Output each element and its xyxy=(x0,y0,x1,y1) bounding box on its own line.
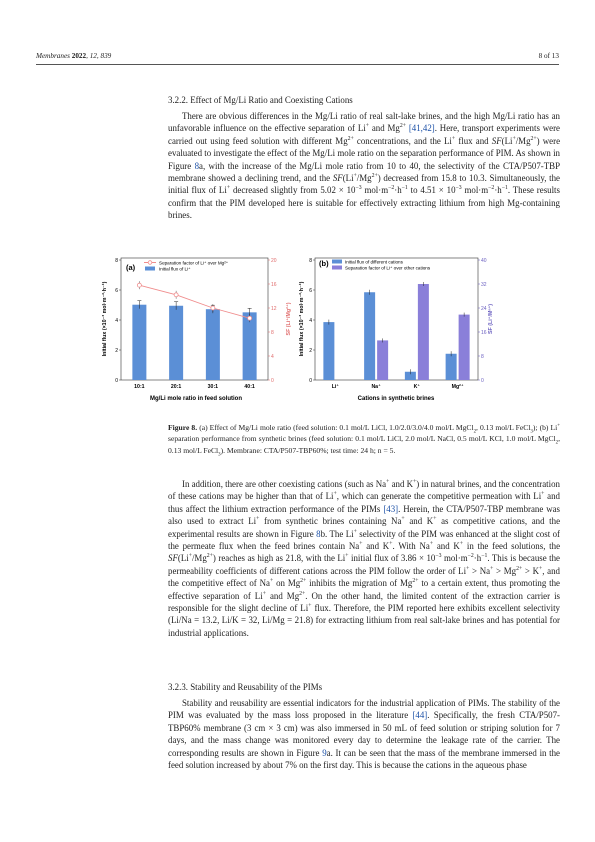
x-tick-label: Li⁺ xyxy=(331,384,340,390)
paragraph: Stability and reusability are essential indicators for the industrial application of PIMs. The stability of the PIM was evaluated by the mass loss proposed in the literature [44]. Specifically, the fresh CTA/P507-TBP60% membrane (3 cm × 3 cm) was also immersed in 50 mL of feed solution or striping solution for 7 days, and the mass change was monitored every day to determine the leakage rate of the carrier. The corresponding results are shown in Figure 9a. It can be seen that the mass of the membrane immersed in the feed solution increased by about 7% on the first day. This is because the cations in the aqueous phase xyxy=(168,698,561,771)
y2-axis-label-a: SF (Li⁺/Mg²⁺) xyxy=(286,302,292,336)
x-tick-label: Na⁺ xyxy=(371,384,381,390)
y-tick-label: 2 xyxy=(309,347,312,354)
y-tick-label: 4 xyxy=(115,317,118,324)
sf-bar xyxy=(377,340,388,380)
flux-bar xyxy=(446,354,457,380)
section-title: 3.2.3. Stability and Reusability of the PIMs xyxy=(168,682,323,692)
y2-tick-label: 16 xyxy=(271,281,277,288)
y2-tick-label: 40 xyxy=(481,257,487,264)
section-3-2-3 xyxy=(168,682,560,771)
flux-bar xyxy=(323,322,334,380)
panel-b-label: (b) xyxy=(319,259,329,268)
y2-tick-label: 8 xyxy=(481,353,484,360)
sf-point xyxy=(174,293,178,297)
y2-tick-label: 12 xyxy=(271,305,277,312)
y-axis-label-a: Initial flux (×10⁻³ mol·m⁻²·h⁻¹) xyxy=(102,281,108,357)
section-title: 3.2.2. Effect of Mg/Li Ratio and Coexisting Cations xyxy=(168,95,353,105)
y-tick-label: 8 xyxy=(309,257,312,264)
y2-tick-label: 0 xyxy=(271,377,274,384)
bar xyxy=(243,312,257,380)
y2-tick-label: 32 xyxy=(481,281,487,288)
y2-tick-label: 8 xyxy=(271,329,274,336)
paragraph: There are obvious differences in the Mg/Li ratio of real salt-lake brines, and the high Mg/Li ratio has an unfavorable influence on the effective separation of Li+ and $Mg^{2+}$ [41,42]. Here, transport experiments were carried out using feed solution with different $Mg^{2+}$ concentrations, and the Li+ flux and $SF(Li^+/Mg^{2+})$ were evaluated to investigate the effect of the Mg/Li mole ratio on the separation performance of PIM. As shown in Figure 8a, with the increase of the Mg/Li mole ratio from 10 to 40, the selectivity of the CTA/P507-TBP membrane showed a declining trend, and the $SF(Li^+/Mg^{2+})$ decreased from 15.8 to 10.3. Simultaneously, the initial flux of Li+ decreased slightly from $5.02 \times 10^{-3}$ $mol\cdot m^{-2}\cdot h^{-1}$ to $4.51 \times 10^{-3}$ $mol\cdot m^{-2}\cdot h^{-1}$. These results confirm that the PIM developed here is suitable for effectively extracting lithium from high Mg-containing brines. xyxy=(168,111,561,221)
y-tick-label: 2 xyxy=(115,347,118,354)
x-tick-label: 10:1 xyxy=(134,384,145,390)
paragraph-coexisting xyxy=(168,478,560,639)
y-axis-label-b: Initial flux (×10⁻³ mol·m⁻²·h⁻¹) xyxy=(299,281,305,357)
y2-tick-label: 0 xyxy=(481,377,484,384)
x-axis-label-b: Cations in synthetic brines xyxy=(357,396,435,402)
legend-bar2-b: Separation factor of Li⁺ over other cations xyxy=(345,265,431,271)
panel-b-chart xyxy=(299,258,494,402)
y2-tick-label: 20 xyxy=(271,257,277,264)
legend-bar-a: Initial flux of Li⁺ xyxy=(159,266,191,272)
y2-axis-label-b: SF (Li⁺/Mⁿ⁺) xyxy=(488,303,494,335)
sf-bar xyxy=(459,315,470,380)
y-tick-label: 4 xyxy=(309,317,312,324)
bar xyxy=(132,305,146,380)
x-tick-label: 20:1 xyxy=(170,384,182,390)
x-tick-label: 40:1 xyxy=(244,384,255,390)
panel-a-chart xyxy=(102,258,292,402)
section-3-2-2 xyxy=(168,95,560,222)
x-axis-label-a: Mg/Li mole ratio in feed solution xyxy=(149,396,243,402)
legend-line-a: Separation factor of Li⁺ over Mg²⁺ xyxy=(159,260,229,266)
x-tick-label: 30:1 xyxy=(207,384,219,390)
x-tick-label: Mg²⁺ xyxy=(451,384,464,390)
figure-8 xyxy=(100,256,495,406)
y-tick-label: 8 xyxy=(115,257,118,264)
bar xyxy=(169,306,183,380)
panel-a-label: (a) xyxy=(126,263,136,272)
y-tick-label: 6 xyxy=(115,287,118,294)
y-tick-label: 0 xyxy=(309,377,312,384)
y-tick-label: 6 xyxy=(309,287,312,294)
y2-tick-label: 4 xyxy=(271,353,274,360)
y-tick-label: 0 xyxy=(115,377,118,384)
page-number: 8 of 13 xyxy=(538,52,559,60)
x-tick-label: K⁺ xyxy=(413,384,421,390)
journal-ref: Membranes 2022, 12, 839 xyxy=(36,52,112,60)
flux-bar xyxy=(364,292,375,380)
sf-line xyxy=(139,285,249,318)
sf-bar xyxy=(418,284,429,380)
legend-bar1-b: Initial flux of different cations xyxy=(345,259,403,265)
bar xyxy=(206,309,220,380)
y2-tick-label: 24 xyxy=(481,305,487,312)
y2-tick-label: 16 xyxy=(481,329,487,336)
running-header xyxy=(36,50,559,65)
paragraph: In addition, there are other coexisting cations (such as Na+ and K+) in natural brines, and the concentration of these cations may be higher than that of Li+, which can generate the competitive permeation with Li+ and thus affect the lithium extraction performance of the PIMs [43]. Herein, the CTA/P507-TBP membrane was also used to extract Li+ from synthetic brines containing Na+ and K+ as competitive cations, and the experimental results are shown in Figure 8b. The Li+ selectivity of the PIM was enhanced at the slight cost of the permeate flux when the feed brines contain Na+ and K+. With Na+ and K+ in the feed solutions, the $SF(Li^+/Mg^{2+})$ reaches as high as 21.8, with the Li+ initial flux of $3.86 \times 10^{-3}$ $mol\cdot m^{-2}\cdot h^{-1}$. This is because the permeability coefficients of different cations across the PIM follow the order of $Li^+ > Na^+ > Mg^{2+} > K^+$, and the competitive effect of Na+ on $Mg^{2+}$ inhibits the migration of $Mg^{2+}$ to a certain extent, thus promoting the effective separation of Li+ and $Mg^{2+}$. On the other hand, the limited content of the extraction carrier is responsible for the slight decline of Li+ flux. Therefore, the PIM reported here exhibits excellent selectivity (Li/Na = 13.2, Li/K = 32, Li/Mg = 21.8) for extracting lithium from real salt-lake brines and has potential for industrial applications. xyxy=(168,479,561,638)
figure-caption: Figure 8. (a) Effect of Mg/Li mole ratio (feed solution: 0.1 mol/L LiCl, 1.0/2.0/3.0/4.0 mol/L MgCl$_2$, 0.13 mol/L FeCl$_3$); (b) Li+ separation performance from synthetic brines (feed solution: 0.1 mol/L LiCl, 2.0 mol/L NaCl, 0.5 mol/L KCl, 1.0 mol/L MgCl$_2$, 0.13 mol/L FeCl$_3$). Membrane: CTA/P507-TBP60%; test time: 24 h; n = 5. xyxy=(168,423,561,458)
sf-point xyxy=(248,316,252,320)
sf-point xyxy=(211,306,215,310)
sf-point xyxy=(137,283,141,287)
